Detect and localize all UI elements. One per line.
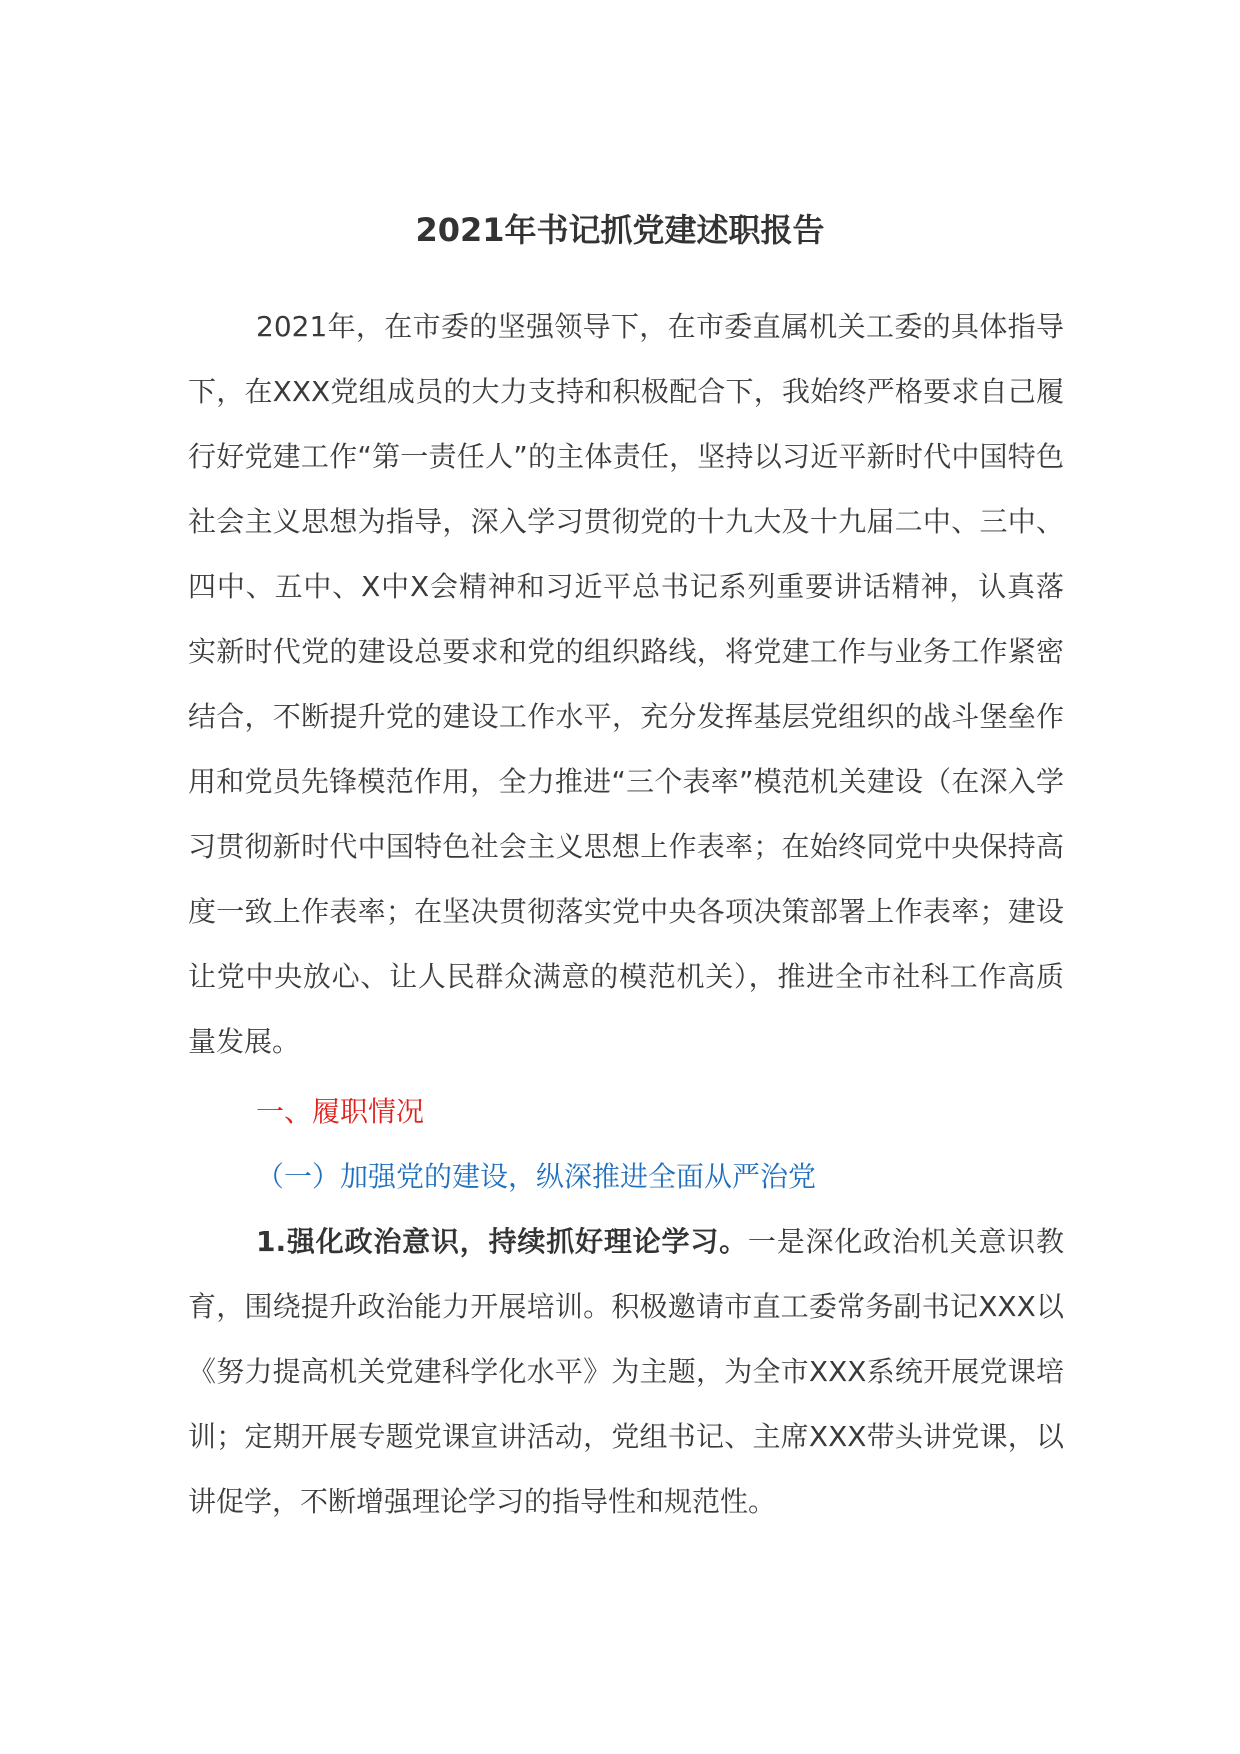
body-paragraph <box>188 1209 1064 1534</box>
subsection-heading: （一）加强党的建设，纵深推进全面从严治党 <box>256 1160 817 1193</box>
intro-paragraph: 2021年，在市委的坚强领导下，在市委直属机关工委的具体指导下，在XXX党组成员的大力支持和积极配合下，我始终严格要求自己履行好党建工作“第一责任人”的主体责任，坚持以习近平新时代中国特色社会主义思想为指导，深入学习贯彻党的十九大及十九届二中、三中、四中、五中、X中X会精神和习近平总书记系列重要讲话精神，认真落实新时代党的建设总要求和党的组织路线，将党建工作与业务工作紧密结合，不断提升党的建设工作水平，充分发挥基层党组织的战斗堡垒作用和党员先锋模范作用，全力推进“三个表率”模范机关建设（在深入学习贯彻新时代中国特色社会主义思想上作表率；在始终同党中央保持高度一致上作表率；在坚决贯彻落实党中央各项决策部署上作表率；建设让党中央放心、让人民群众满意的模范机关），推进全市社科工作高质量发展。 <box>188 310 1064 1058</box>
paragraph-lead: 1.强化政治意识，持续抓好理论学习。 <box>256 1225 748 1258</box>
document-title: 2021年书记抓党建述职报告 <box>415 211 825 249</box>
section-heading: 一、履职情况 <box>256 1095 425 1128</box>
paragraph-body: 一是深化政治机关意识教育，围绕提升政治能力开展培训。积极邀请市直工委常务副书记XXX以《努力提高机关党建科学化水平》为主题，为全市XXX系统开展党课培训；定期开展专题党课宣讲活动，党组书记、主席XXX带头讲党课，以讲促学，不断增强理论学习的指导性和规范性。 <box>188 1225 1064 1518</box>
